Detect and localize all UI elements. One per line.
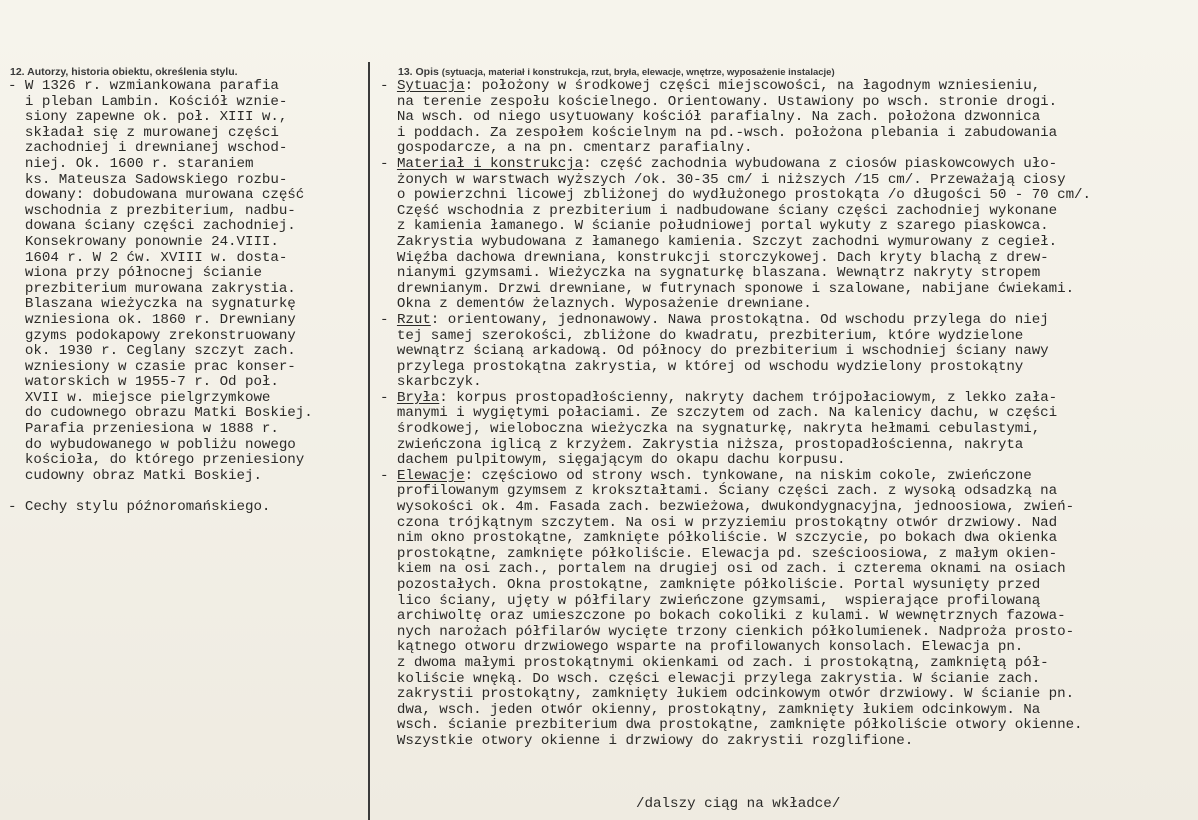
section-label: Elewacje [396,467,465,484]
bullet-dash: - [380,467,397,484]
history-line: wzniesiona ok. 1860 r. Drewniany [8,311,296,328]
history-line: niej. Ok. 1600 r. staraniem [8,155,254,172]
section-line: zwieńczona iglicą z krzyżem. Zakrystia niższa, prostopadłościenna, nakryta [380,436,1024,453]
history-line: ks. Mateusza Sadowskiego rozbu- [8,171,288,188]
section-line: Na wsch. od niego usytuowany kościół parafialny. Na zach. położona dzwonnica [380,109,1041,126]
section-line: profilowanym gzymsem z krokształtami. Ściany części zach. z wysoką odsadzką na [380,483,1058,500]
section-line: żonych w warstwach wyższych /ok. 30-35 cm/ i niższych /15 cm/. Przeważają ciosy [380,171,1066,188]
history-line: gzyms podokapowy zrekonstruowany [8,327,296,344]
history-column [8,79,364,516]
section-line: czona trójkątnym szczytem. Na osi w przyziemiu prostokątny otwór drzwiowy. Nad [380,514,1058,531]
section-line: o powierzchni licowej zbliżonej do wydłużonego prostokąta /o długości 50 - 70 cm/. [380,187,1091,204]
section-line: lico ściany, ujęty w półfilary zwieńczone gzymsami, wspierające profilowaną [380,592,1041,609]
section-line: nianymi gzymsami. Wieżyczka na sygnaturkę blaszana. Wewnątrz nakryty stropem [380,265,1041,282]
history-line: wzniesiony w czasie prac konser- [8,358,296,375]
section-line: z kamienia łamanego. W ścianie południowej portal wykuty z szarego piaskowca. [380,218,1049,235]
bullet-dash: - [380,311,397,328]
history-line: Blaszana wieżyczka na sygnaturkę [8,296,296,313]
section-label: Sytuacja [396,78,465,94]
section-line: wewnątrz ścianą arkadową. Od północy do prezbiterium i wschodniej ściany nawy [380,343,1049,360]
section-line: wysokości ok. 4m. Fasada zach. bezwieżowa, dwukondygnacyjna, jednoosiowa, zwień- [380,499,1075,516]
section-rzut [380,313,1188,391]
history-line: składał się z murowanej części [8,124,279,141]
section-13-title: 13. Opis [398,66,439,78]
history-line: wiona przy północnej ścianie [8,265,262,282]
history-line: prezbiterium murowana zakrystia. [8,280,296,297]
section-line: drewnianym. Drzwi drewniane, w futrynach sponowe i szalowane, nabijane ćwiekami. [380,280,1075,297]
section-text: : położony w środkowej części miejscowości, na łagodnym wzniesieniu, [464,78,1041,94]
section-first-line [380,391,1188,407]
column-divider [368,62,370,820]
section-text: : częściowo od strony wsch. tynkowane, na niskim cokole, zwieńczone [464,467,1032,484]
section-text: : korpus prostopadłościenny, nakryty dachem trójpołaciowym, z lekko zała- [439,389,1058,406]
section-elewacje [380,469,1188,750]
section-label: Materiał i konstrukcja [396,155,584,172]
bullet-dash: - [380,78,397,94]
section-line: przylega prostokątna zakrystia, w której od wschodu wydzielony prostokątny [380,358,1024,375]
section-line: gospodarcze, a na pn. cmentarz parafialny. [380,140,753,157]
section-line: Wszystkie otwory okienne i drzwiowy do zakrystii rozglifione. [380,732,914,749]
section-line: dwa, wsch. jeden otwór okienny, prostokątny, zamknięty łukiem odcinkowym. Na [380,701,1041,718]
section-line: Okna z dementów żelaznych. Wyposażenie drewniane. [380,296,812,313]
history-line: kościoła, do którego przeniesiony [8,452,305,469]
section-line: na terenie zespołu kościelnego. Orientowany. Ustawiony po wsch. stronie drogi. [380,93,1058,110]
section-first-line [380,79,1188,95]
section-line: nim okno prostokątne, zamknięte półkoliście. W szczycie, po bokach dwa okienka [380,530,1058,547]
description-column [380,79,1188,750]
history-line: do wybudowanego w pobliżu nowego [8,436,296,453]
section-text: : część zachodnia wybudowana z ciosów piaskowcowych uło- [583,155,1058,172]
section-first-line [380,313,1188,329]
history-line: 1604 r. W 2 ćw. XVIII w. dosta- [8,249,288,266]
history-line: dowana ściany części zachodniej. [8,218,296,235]
section-line: Więźba dachowa drewniana, konstrukcji storczykowej. Dach kryty blachą z drew- [380,249,1049,266]
section-line: nych narożach półfilarów wycięte trzony cienkich półkolumienek. Nadproża prosto- [380,623,1075,640]
section-label: Rzut [396,311,431,328]
section-label: Bryła [396,389,440,406]
history-line: siony zapewne ok. poł. XIII w., [8,109,288,126]
continuation-note: /dalszy ciąg na wkładce/ [636,796,841,812]
history-line: Parafia przeniesiona w 1888 r. [8,421,279,438]
section-line: koliście wnęką. Do wsch. części elewacji przylega zakrystia. W ścianie zach. [380,670,1041,687]
section-sytuacja [380,79,1188,157]
section-12-header [10,66,238,78]
section-line: i poddach. Za zespołem kościelnym na pd.-wsch. położona plebania i zabudowania [380,124,1058,141]
section-first-line [380,157,1188,173]
history-text [8,79,364,484]
section-line: manymi i wygiętymi połaciami. Ze szczytem od zach. Na kalenicy dachu, w części [380,405,1058,422]
history-line: do cudownego obrazu Matki Boskiej. [8,405,313,422]
section-line: dachem pulpitowym, sięgającym do okapu dachu korpusu. [380,452,846,469]
history-line: dowany: dobudowana murowana część [8,187,305,204]
history-line: wschodnia z prezbiterium, nadbu- [8,202,296,219]
history-line: Konsekrowany ponownie 24.VIII. [8,233,279,250]
section-line: wsch. ścianie prezbiterium dwa prostokątne, zamknięte półkoliście otwory okienne. [380,717,1083,734]
history-line: zachodniej i drewnianej wschod- [8,140,288,157]
section-bryla [380,391,1188,469]
section-line: kiem na osi zach., portalem na drugiej osi od zach. i czterema oknami na osiach [380,561,1066,578]
section-line: archiwoltę oraz umieszczone po bokach cokoliki z kulami. W wewnętrznych fazowa- [380,608,1066,625]
section-line: środkowej, wieloboczna wieżyczka na sygnaturkę, nakryta hełmami cebulastymi, [380,421,1041,438]
section-line: kątnego otworu drzwiowego wsparte na profilowanych konsolach. Elewacja pn. [380,639,1024,656]
history-line: watorskich w 1955-7 r. Od poł. [8,374,279,391]
section-text: : orientowany, jednonawowy. Nawa prostokątna. Od wschodu przylega do niej [430,311,1049,328]
section-line: z dwoma małymi prostokątnymi okienkami od zach. i prostokątną, zamkniętą pół- [380,654,1049,671]
section-line: skarbczyk. [380,374,482,391]
bullet-dash: - [380,389,397,406]
history-line: XVII w. miejsce pielgrzymkowe [8,389,271,406]
section-material [380,157,1188,313]
section-line: zakrystii prostokątny, zamknięty łukiem odcinkowym otwór drzwiowy. W ścianie pn. [380,686,1075,703]
history-line: cudowny obraz Matki Boskiej. [8,467,262,484]
style-note: - Cechy stylu późnoromańskiego. [8,499,271,516]
section-line: tej samej szerokości, zbliżone do kwadratu, prezbiterium, które wydzielone [380,327,1024,344]
section-line: Zakrystia wybudowana z łamanego kamienia. Szczyt zachodni wymurowany z cegieł. [380,233,1058,250]
section-line: Część wschodnia z prezbiterium i nadbudowane ściany części zachodniej wykonane [380,202,1058,219]
history-line: - W 1326 r. wzmiankowana parafia [8,78,279,94]
history-line: i pleban Lambin. Kościół wznie- [8,93,288,110]
section-13-subtitle: (sytuacja, materiał i konstrukcja, rzut, bryła, elewacje, wnętrze, wyposażenie instalacje) [441,67,835,78]
section-line: pozostałych. Okna prostokątne, zamknięte półkoliście. Portal wysunięty przed [380,577,1041,593]
section-12-title: 12. Autorzy, historia obiektu, określenia stylu. [10,66,238,78]
section-line: prostokątne, zamknięte półkoliście. Elewacja pd. sześcioosiowa, z małym okien- [380,545,1058,562]
section-13-header [398,66,835,78]
bullet-dash: - [380,155,397,172]
history-line: ok. 1930 r. Ceglany szczyt zach. [8,343,296,360]
